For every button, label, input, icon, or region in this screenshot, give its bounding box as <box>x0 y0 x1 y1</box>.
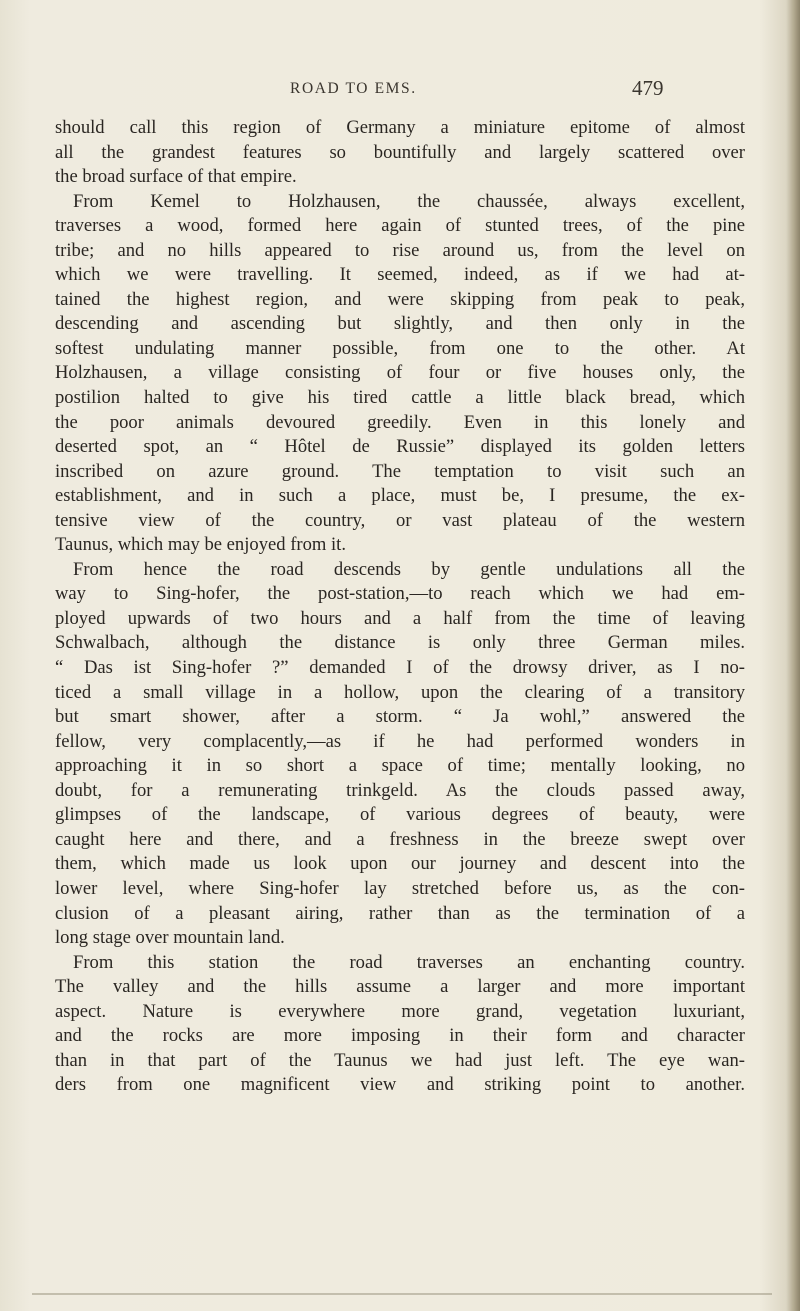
text-line: the broad surface of that empire. <box>55 166 297 188</box>
body-text <box>55 116 745 1098</box>
text-line: From Kemel to Holzhausen, the chaussée, always excellent, <box>73 190 745 212</box>
text-line: but smart shower, after a storm. “ Ja wohl,” answered the <box>55 706 745 728</box>
text-line: tained the highest region, and were skipping from peak to peak, <box>55 288 745 310</box>
text-line: Taunus, which may be enjoyed from it. <box>55 534 346 556</box>
page-number: 479 <box>632 76 664 100</box>
running-title: ROAD TO EMS. <box>290 80 417 97</box>
text-line: than in that part of the Taunus we had just left. The eye wan- <box>55 1049 745 1071</box>
text-line: should call this region of Germany a miniature epitome of almost <box>55 117 745 138</box>
text-line: clusion of a pleasant airing, rather than as the termination of a <box>55 902 745 924</box>
text-line: traverses a wood, formed here again of stunted trees, of the pine <box>55 215 745 237</box>
text-line: tensive view of the country, or vast plateau of the western <box>55 509 745 531</box>
text-line: Schwalbach, although the distance is only three German miles. <box>55 632 745 654</box>
text-line: caught here and there, and a freshness in the breeze swept over <box>55 828 745 850</box>
text-line: which we were travelling. It seemed, indeed, as if we had at- <box>55 264 745 286</box>
text-line: The valley and the hills assume a larger and more important <box>55 976 745 998</box>
text-line: the poor animals devoured greedily. Even in this lonely and <box>55 411 745 433</box>
text-line: all the grandest features so bountifully and largely scattered over <box>55 141 745 163</box>
bottom-edge-rule <box>32 1293 772 1295</box>
text-line: aspect. Nature is everywhere more grand, vegetation luxuriant, <box>55 1000 745 1022</box>
text-line: postilion halted to give his tired cattle a little black bread, which <box>55 387 745 409</box>
text-line: establishment, and in such a place, must be, I presume, the ex- <box>55 485 745 507</box>
text-line: softest undulating manner possible, from one to the other. At <box>55 337 745 359</box>
text-line: tribe; and no hills appeared to rise around us, from the level on <box>55 239 745 261</box>
text-line: lower level, where Sing-hofer lay stretched before us, as the con- <box>55 877 745 899</box>
text-line: descending and ascending but slightly, and then only in the <box>55 313 745 335</box>
text-line: “ Das ist Sing-hofer ?” demanded I of the drowsy driver, as I no- <box>55 657 745 679</box>
text-line: inscribed on azure ground. The temptation to visit such an <box>55 460 745 482</box>
text-line: From hence the road descends by gentle undulations all the <box>73 558 745 580</box>
text-line: them, which made us look upon our journey and descent into the <box>55 853 745 875</box>
text-line: approaching it in so short a space of time; mentally looking, no <box>55 755 745 777</box>
text-line: deserted spot, an “ Hôtel de Russie” displayed its golden letters <box>55 436 745 458</box>
text-line: long stage over mountain land. <box>55 927 285 949</box>
text-line: From this station the road traverses an enchanting country. <box>73 951 745 973</box>
text-line: way to Sing-hofer, the post-station,—to reach which we had em- <box>55 583 745 605</box>
binding-edge <box>786 0 800 1311</box>
text-line: doubt, for a remunerating trinkgeld. As the clouds passed away, <box>55 779 745 801</box>
text-line: ders from one magnificent view and striking point to another. <box>55 1074 745 1096</box>
text-line: ployed upwards of two hours and a half from the time of leaving <box>55 607 745 629</box>
text-line: glimpses of the landscape, of various degrees of beauty, were <box>55 804 745 826</box>
text-line: fellow, very complacently,—as if he had performed wonders in <box>55 730 745 752</box>
text-line: and the rocks are more imposing in their form and character <box>55 1025 745 1047</box>
running-head <box>0 76 800 106</box>
text-line: ticed a small village in a hollow, upon the clearing of a transitory <box>55 681 745 703</box>
text-line: Holzhausen, a village consisting of four or five houses only, the <box>55 362 745 384</box>
